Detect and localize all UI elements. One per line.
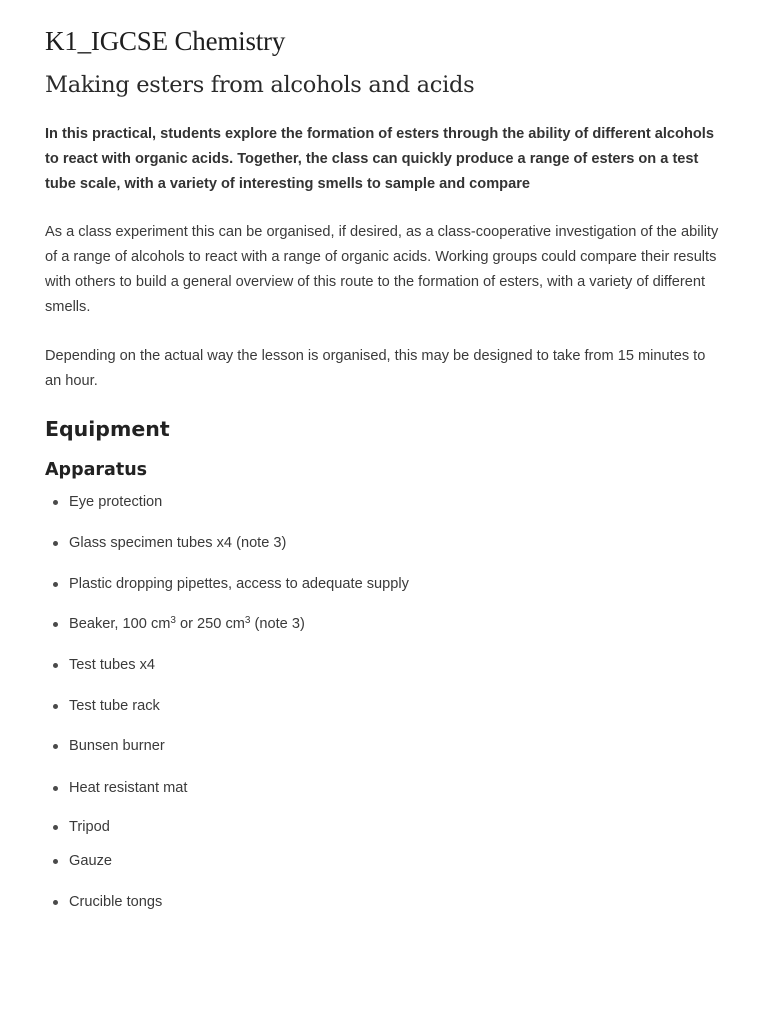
bullet-icon xyxy=(53,825,58,830)
lead-paragraph: In this practical, students explore the formation of esters through the ability of different alcohols to react with organic acids. Together, the class can quickly produce a range of esters on a test tube scale, with a variety of interesting smells to sample and compare xyxy=(45,126,714,192)
page-title: Making esters from alcohols and acids xyxy=(45,72,475,98)
bullet-icon xyxy=(53,900,58,905)
intro-paragraph: As a class experiment this can be organised, if desired, as a class-cooperative investigation of the ability of a range of alcohols to react with a range of organic acids. Working groups could compare their results with others to build a general overview of this route to the formation of esters, with a variety of different smells. xyxy=(45,224,719,315)
duration-paragraph: Depending on the actual way the lesson is organised, this may be designed to take from 15 minutes to an hour. xyxy=(45,348,706,389)
bullet-icon xyxy=(53,663,58,668)
bullet-icon xyxy=(53,500,58,505)
list-item-text: Test tube rack xyxy=(69,698,160,714)
list-item-text: Bunsen burner xyxy=(69,738,165,754)
list-item-text: Gauze xyxy=(69,853,112,869)
list-item-text: Plastic dropping pipettes, access to adequate supply xyxy=(69,576,409,592)
list-item-text: Crucible tongs xyxy=(69,894,163,910)
bullet-icon xyxy=(53,541,58,546)
list-item-text: Heat resistant mat xyxy=(69,780,188,796)
list-item-text: Test tubes x4 xyxy=(69,657,155,673)
list-item-text: Tripod xyxy=(69,819,110,835)
document-title: K1_IGCSE Chemistry xyxy=(45,26,286,56)
apparatus-heading: Apparatus xyxy=(45,460,148,480)
bullet-icon xyxy=(53,582,58,587)
bullet-icon xyxy=(53,744,58,749)
equipment-heading: Equipment xyxy=(45,417,170,441)
bullet-icon xyxy=(53,622,58,627)
list-item-text: Beaker, 100 $cm^3$ or 250 $cm^3$ (note 3) xyxy=(69,615,305,632)
list-item-text: Eye protection xyxy=(69,494,163,510)
bullet-icon xyxy=(53,704,58,709)
list-item-text: Glass specimen tubes x4 (note 3) xyxy=(69,535,287,551)
bullet-icon xyxy=(53,786,58,791)
bullet-icon xyxy=(53,859,58,864)
